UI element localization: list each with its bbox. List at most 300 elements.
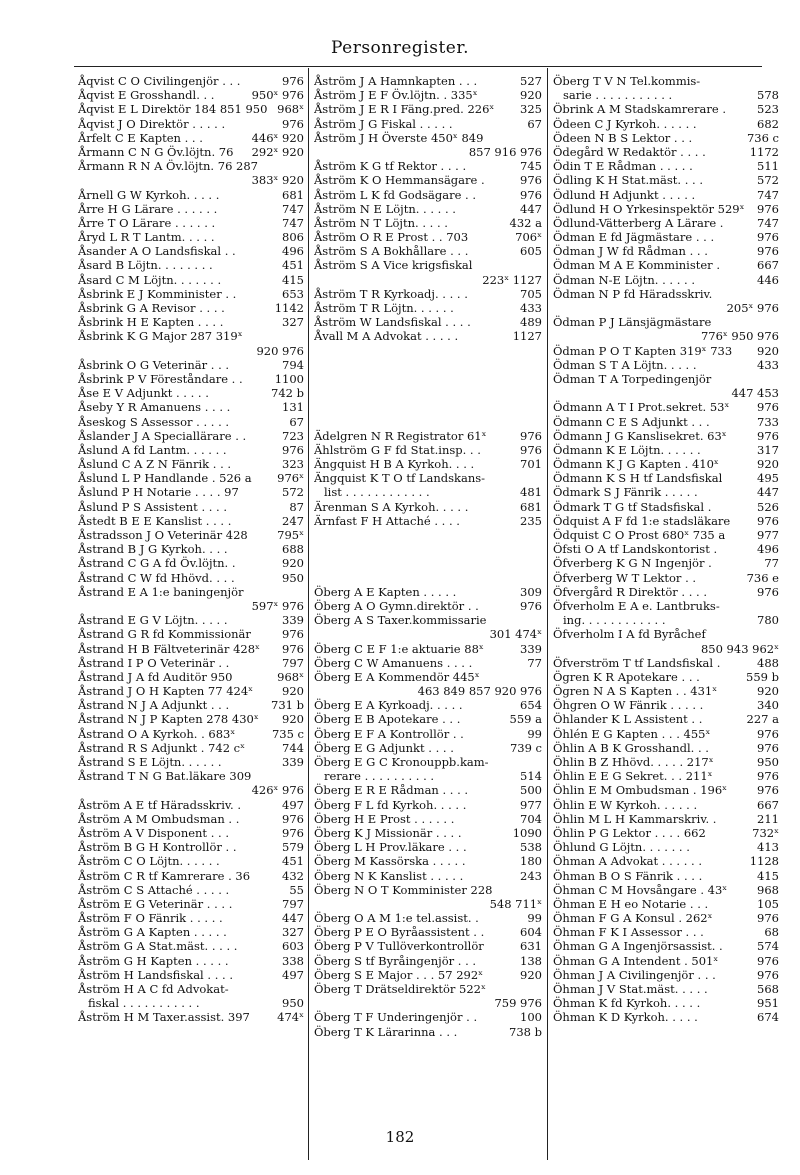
- entry-page-refs: 451: [282, 258, 304, 273]
- register-entry: [314, 968, 542, 982]
- entry-page-refs: 488: [757, 655, 779, 670]
- entry-page-refs: 976: [282, 641, 304, 656]
- entry-page-refs: 180: [520, 854, 542, 869]
- register-entry: [553, 968, 779, 982]
- entry-page-refs: 474ˣ: [277, 1010, 304, 1025]
- entry-text: Ödman N-E Löjtn. . . . . .: [553, 272, 695, 287]
- register-entry: [78, 769, 304, 783]
- register-entry: [553, 216, 779, 230]
- entry-page-refs: 301 474ˣ: [489, 627, 542, 642]
- entry-page-refs: 951: [757, 996, 779, 1011]
- register-entry: [314, 684, 542, 698]
- entry-text: Ödman P O T Kapten 319ˣ 733: [553, 343, 733, 358]
- entry-page-refs: 976: [282, 825, 304, 840]
- register-entry: [78, 372, 304, 386]
- register-entry: [314, 358, 542, 372]
- register-entry: [553, 798, 779, 812]
- entry-text: Åstrand S E Löjtn. . . . . .: [78, 755, 222, 769]
- register-entry: [553, 315, 779, 329]
- entry-page-refs: 681: [282, 187, 304, 202]
- entry-page-refs: 950: [282, 996, 304, 1011]
- entry-text: Åqvist C O Civilingenjör . . .: [78, 74, 241, 88]
- register-entry: [553, 826, 779, 840]
- register-entry: [553, 386, 779, 400]
- entry-text: Årmann R N A Öv.löjtn. 76 287: [78, 159, 258, 174]
- entry-text: Åsbrink K G Major 287 319ˣ: [78, 329, 243, 344]
- entry-page-refs: 747: [757, 215, 779, 230]
- entry-page-refs: 976: [282, 442, 304, 457]
- register-entry: [314, 216, 542, 230]
- entry-text: Öberg T Drätseldirektör 522ˣ: [314, 982, 486, 996]
- entry-text: Åström L K fd Godsägare . .: [314, 187, 476, 202]
- entry-page-refs: 739 c: [509, 740, 542, 755]
- entry-page-refs: 857 916 976: [468, 144, 542, 159]
- entry-page-refs: 747: [282, 215, 304, 230]
- register-entry: [553, 301, 779, 315]
- register-entry: [553, 571, 779, 585]
- register-entry: [78, 287, 304, 301]
- entry-text: sarie . . . . . . . . . . .: [563, 88, 673, 103]
- entry-text: Ödman M A E Komminister .: [553, 258, 720, 273]
- register-entry: [314, 727, 542, 741]
- entry-page-refs: 426ˣ 976: [251, 783, 304, 798]
- register-entry: [314, 528, 542, 542]
- register-entry: [314, 514, 542, 528]
- entry-page-refs: 747: [757, 187, 779, 202]
- entry-text: Åström H Landsfiskal . . . .: [78, 967, 233, 982]
- entry-text: Öhman G A Ingenjörsassist. .: [553, 939, 723, 954]
- entry-page-refs: 323: [282, 457, 304, 472]
- register-column-2: [314, 74, 542, 1039]
- entry-text: Åstrand J O H Kapten 77 424ˣ: [78, 684, 254, 699]
- register-entry: [553, 939, 779, 953]
- register-entry: [314, 102, 542, 116]
- entry-text: Ödquist A F fd 1:e stadsläkare: [553, 513, 731, 528]
- register-entry: [553, 528, 779, 542]
- entry-text: Åström K G tf Rektor . . . .: [314, 159, 467, 174]
- entry-text: Åström G A Stat.mäst. . . . .: [78, 939, 238, 954]
- register-entry: [78, 457, 304, 471]
- entry-page-refs: 100: [520, 1010, 542, 1025]
- entry-page-refs: 55: [289, 882, 304, 897]
- entry-text: Åslander J A Speciallärare . .: [78, 428, 247, 443]
- entry-text: Ödmann A T I Prot.sekret. 53ˣ: [553, 400, 730, 415]
- entry-page-refs: 432 a: [509, 215, 542, 230]
- entry-text: Ögren N A S Kapten . . 431ˣ: [553, 684, 718, 699]
- register-entry: [314, 755, 542, 769]
- entry-text: Åström J E F Öv.löjtn. . 335ˣ: [314, 88, 478, 103]
- entry-page-refs: 447: [520, 201, 542, 216]
- register-entry: [78, 954, 304, 968]
- entry-text: Ödquist C O Prost 680ˣ 735 a: [553, 528, 726, 542]
- entry-page-refs: 976: [520, 173, 542, 188]
- entry-text: Öberg A O Gymn.direktör . .: [314, 598, 479, 613]
- entry-text: Åseby Y R Amanuens . . . .: [78, 400, 231, 415]
- register-entry: [78, 897, 304, 911]
- entry-page-refs: 976: [757, 726, 779, 741]
- entry-text: Öberg S tf Byråingenjör . . .: [314, 953, 477, 968]
- entry-page-refs: 920: [757, 343, 779, 358]
- entry-text: Öberg A E Kapten . . . . .: [314, 584, 457, 599]
- entry-page-refs: 325: [520, 102, 542, 117]
- entry-text: Ärnfast F H Attaché . . . .: [314, 513, 460, 528]
- entry-page-refs: 976: [757, 911, 779, 926]
- entry-page-refs: 511: [757, 159, 779, 174]
- entry-page-refs: 976: [757, 740, 779, 755]
- entry-text: Åström W Landsfiskal . . . .: [314, 315, 471, 330]
- entry-text: Åse E V Adjunkt . . . . .: [78, 386, 209, 401]
- register-entry: [78, 854, 304, 868]
- entry-text: Åström F O Fänrik . . . . .: [78, 911, 223, 926]
- entry-page-refs: 653: [282, 286, 304, 301]
- register-entry: [314, 329, 542, 343]
- entry-text: Åstrand T N G Bat.läkare 309: [78, 769, 252, 784]
- entry-text: Öberg L H Prov.läkare . . .: [314, 840, 467, 855]
- register-entry: [314, 429, 542, 443]
- entry-page-refs: 338: [282, 953, 304, 968]
- register-entry: [553, 684, 779, 698]
- entry-text: Öhman F K I Assessor . . .: [553, 925, 704, 940]
- register-entry: [314, 457, 542, 471]
- entry-text: Ödman J W fd Rådman . . .: [553, 244, 708, 259]
- entry-page-refs: 976: [757, 953, 779, 968]
- register-entry: [314, 258, 542, 272]
- register-entry: [553, 954, 779, 968]
- entry-page-refs: 67: [527, 116, 542, 131]
- register-entry: [314, 627, 542, 641]
- entry-page-refs: 446ˣ 920: [251, 130, 304, 145]
- entry-text: Öhlin B Z Hhövd. . . . . 217ˣ: [553, 755, 714, 769]
- register-entry: [78, 939, 304, 953]
- entry-text: Öberg T F Underingenjör . .: [314, 1010, 478, 1025]
- entry-page-refs: 413: [757, 840, 779, 855]
- register-entry: [78, 670, 304, 684]
- entry-text: Ödmark S J Fänrik . . . . .: [553, 485, 698, 500]
- entry-text: Öberg F L fd Kyrkoh. . . . .: [314, 797, 467, 812]
- entry-text: Åstrand C W fd Hhövd. . . .: [78, 570, 235, 585]
- register-entry: [314, 344, 542, 358]
- entry-page-refs: 559 a: [509, 712, 542, 727]
- register-entry: [314, 698, 542, 712]
- entry-page-refs: 1100: [274, 371, 304, 386]
- register-entry: [553, 585, 779, 599]
- register-entry: [78, 727, 304, 741]
- register-entry: [553, 698, 779, 712]
- register-entry: [314, 372, 542, 386]
- register-entry: [553, 911, 779, 925]
- register-entry: [553, 925, 779, 939]
- register-entry: [78, 698, 304, 712]
- entry-page-refs: 496: [282, 244, 304, 259]
- entry-page-refs: 976: [757, 783, 779, 798]
- register-entry: [553, 74, 779, 88]
- register-entry: [78, 74, 304, 88]
- entry-text: Åslund L P Handlande . 526 a: [78, 471, 252, 486]
- entry-text: Öhman G A Intendent . 501ˣ: [553, 953, 719, 968]
- entry-page-refs: 327: [282, 315, 304, 330]
- entry-page-refs: 538: [520, 840, 542, 855]
- entry-text: Åström G H Kapten . . . . .: [78, 953, 229, 968]
- register-entry: [78, 556, 304, 570]
- entry-text: Öhgren O W Fänrik . . . . .: [553, 698, 704, 713]
- register-entry: [314, 1010, 542, 1024]
- entry-page-refs: 339: [282, 613, 304, 628]
- entry-text: Åström J G Fiskal . . . . .: [314, 116, 453, 131]
- register-entry: [553, 145, 779, 159]
- entry-page-refs: 733: [757, 414, 779, 429]
- entry-text: Åqvist J O Direktör . . . . .: [78, 116, 226, 131]
- entry-text: Öberg P E O Byråassistent . .: [314, 925, 485, 940]
- entry-page-refs: 759 976: [494, 996, 542, 1011]
- register-entry: [78, 131, 304, 145]
- entry-page-refs: 339: [520, 641, 542, 656]
- entry-page-refs: 489: [520, 315, 542, 330]
- register-entry: [314, 556, 542, 570]
- entry-page-refs: 605: [520, 244, 542, 259]
- entry-page-refs: 497: [282, 967, 304, 982]
- register-entry: [314, 783, 542, 797]
- register-entry: [553, 117, 779, 131]
- entry-text: Åström N T Löjtn. . . . .: [314, 215, 448, 230]
- entry-text: Åström A M Ombudsman . .: [78, 811, 240, 826]
- entry-text: Åström B G H Kontrollör . .: [78, 840, 237, 855]
- entry-page-refs: 603: [282, 939, 304, 954]
- entry-text: Åqvist E L Direktör 184 851 950: [78, 102, 268, 117]
- register-entry: [553, 769, 779, 783]
- register-entry: [553, 996, 779, 1010]
- entry-page-refs: 736 e: [746, 570, 779, 585]
- register-entry: [314, 812, 542, 826]
- entry-text: Åström T R Löjtn. . . . . .: [314, 301, 454, 315]
- entry-page-refs: 578: [757, 88, 779, 103]
- entry-page-refs: 205ˣ 976: [726, 301, 779, 315]
- register-entry: [553, 258, 779, 272]
- entry-text: Åsard B Löjtn. . . . . . . .: [78, 258, 213, 273]
- entry-page-refs: 654: [520, 698, 542, 713]
- register-entry: [553, 897, 779, 911]
- entry-page-refs: 976: [520, 187, 542, 202]
- register-entry: [78, 627, 304, 641]
- entry-text: Öbrink A M Stadskamrerare .: [553, 102, 727, 117]
- register-entry: [78, 173, 304, 187]
- entry-page-refs: 99: [527, 911, 542, 926]
- register-entry: [78, 599, 304, 613]
- entry-text: Åström S A Bokhållare . . .: [314, 244, 469, 259]
- register-entry: [78, 741, 304, 755]
- register-entry: [314, 954, 542, 968]
- register-entry: [314, 88, 542, 102]
- entry-page-refs: 415: [282, 272, 304, 287]
- entry-text: Öfverström T tf Landsfiskal .: [553, 655, 721, 670]
- register-entry: [78, 613, 304, 627]
- entry-page-refs: 105: [757, 896, 779, 911]
- register-entry: [553, 230, 779, 244]
- entry-page-refs: 776ˣ 950 976: [700, 329, 779, 344]
- register-entry: [314, 230, 542, 244]
- header-rule: [74, 66, 762, 67]
- register-entry: [553, 1010, 779, 1024]
- register-column-3: [553, 74, 779, 1025]
- entry-text: Ödmann K S H tf Landsfiskal: [553, 471, 723, 486]
- entry-text: Åström A E tf Häradsskriv. .: [78, 797, 241, 812]
- entry-page-refs: 447 453: [731, 386, 779, 401]
- entry-page-refs: 243: [520, 868, 542, 883]
- register-entry: [78, 642, 304, 656]
- register-entry: [78, 415, 304, 429]
- entry-page-refs: 976: [520, 442, 542, 457]
- register-entry: [78, 344, 304, 358]
- register-entry: [78, 982, 304, 996]
- register-entry: [78, 798, 304, 812]
- entry-page-refs: 451: [282, 854, 304, 869]
- entry-text: Ödmann K J G Kapten . 410ˣ: [553, 457, 719, 472]
- register-entry: [78, 273, 304, 287]
- entry-text: Åström C O Löjtn. . . . . .: [78, 854, 220, 869]
- entry-page-refs: 1142: [274, 301, 304, 315]
- register-entry: [314, 585, 542, 599]
- register-entry: [314, 173, 542, 187]
- register-entry: [553, 712, 779, 726]
- entry-page-refs: 976: [757, 201, 779, 216]
- register-entry: [78, 145, 304, 159]
- entry-page-refs: 131: [282, 400, 304, 415]
- register-entry: [314, 854, 542, 868]
- entry-page-refs: 227 a: [746, 712, 779, 727]
- register-entry: [78, 202, 304, 216]
- register-entry: [314, 1025, 542, 1039]
- register-entry: [553, 202, 779, 216]
- register-entry: [553, 173, 779, 187]
- entry-page-refs: 977: [520, 797, 542, 812]
- entry-text: Öberg T K Lärarinna . . .: [314, 1024, 458, 1039]
- entry-text: Åström C R tf Kamrerare . 36: [78, 868, 251, 883]
- register-entry: [553, 415, 779, 429]
- entry-text: Åström N E Löjtn. . . . . .: [314, 201, 456, 216]
- register-entry: [78, 88, 304, 102]
- register-entry: [314, 485, 542, 499]
- entry-text: Ödmark T G tf Stadsfiskal .: [553, 499, 712, 514]
- entry-page-refs: 976: [282, 116, 304, 131]
- entry-text: Åstrand O A Kyrkoh. . 683ˣ: [78, 726, 236, 741]
- entry-text: Åvall M A Advokat . . . . .: [314, 329, 459, 344]
- entry-page-refs: 976: [282, 74, 304, 88]
- register-entry: [553, 485, 779, 499]
- entry-page-refs: 976: [757, 967, 779, 982]
- entry-text: Åström T R Kyrkoadj. . . . .: [314, 286, 468, 301]
- entry-text: Öberg T V N Tel.kommis-: [553, 74, 701, 88]
- entry-page-refs: 1127: [512, 329, 542, 344]
- register-entry: [314, 996, 542, 1010]
- register-entry: [78, 471, 304, 485]
- entry-text: Åstrand N J P Kapten 278 430ˣ: [78, 712, 259, 727]
- register-entry: [78, 188, 304, 202]
- entry-page-refs: 572: [757, 173, 779, 188]
- register-entry: [553, 613, 779, 627]
- entry-text: Åqvist E Grosshandl. . .: [78, 88, 215, 103]
- entry-text: Åström H A C fd Advokat-: [78, 982, 229, 996]
- entry-text: Ödlund H Adjunkt . . . . .: [553, 187, 696, 202]
- entry-page-refs: 433: [757, 357, 779, 372]
- register-entry: [78, 244, 304, 258]
- register-entry: [314, 571, 542, 585]
- entry-text: Ärenman S A Kyrkoh. . . . .: [314, 499, 469, 514]
- register-entry: [314, 159, 542, 173]
- register-entry: [314, 925, 542, 939]
- register-entry: [314, 145, 542, 159]
- entry-text: Ödling K H Stat.mäst. . . .: [553, 173, 704, 188]
- register-entry: [553, 287, 779, 301]
- entry-text: Ögren K R Apotekare . . .: [553, 669, 700, 684]
- entry-page-refs: 968ˣ: [277, 102, 304, 117]
- entry-page-refs: 701: [520, 457, 542, 472]
- entry-text: Öhlund G Löjtn. . . . . . .: [553, 840, 690, 855]
- entry-page-refs: 340: [757, 698, 779, 713]
- entry-text: Öhlin A B K Grosshandl. . .: [553, 740, 709, 755]
- entry-text: Öberg E A Kyrkoadj. . . . .: [314, 698, 463, 713]
- entry-text: Öfverberg W T Lektor . .: [553, 570, 697, 585]
- register-entry: [314, 869, 542, 883]
- entry-page-refs: 497: [282, 797, 304, 812]
- register-entry: [78, 755, 304, 769]
- entry-text: rerare . . . . . . . . . .: [324, 769, 435, 784]
- register-entry: [553, 755, 779, 769]
- register-entry: [553, 514, 779, 528]
- entry-text: Öhman A Advokat . . . . . .: [553, 854, 703, 869]
- entry-text: Öberg A S Taxer.kommissarie: [314, 613, 487, 628]
- entry-text: Öberg N K Kanslist . . . . .: [314, 868, 464, 883]
- register-entry: [78, 968, 304, 982]
- entry-text: Öhman C M Hovsångare . 43ˣ: [553, 882, 728, 897]
- register-entry: [553, 783, 779, 797]
- entry-page-refs: 920: [282, 684, 304, 699]
- entry-text: Öhman J A Civilingenjör . . .: [553, 967, 716, 982]
- entry-text: Åstrand C G A fd Öv.löjtn. .: [78, 556, 236, 571]
- register-entry: [553, 329, 779, 343]
- entry-page-refs: 514: [520, 769, 542, 784]
- entry-text: Åsbrink G A Revisor . . . .: [78, 301, 225, 315]
- register-entry: [314, 415, 542, 429]
- entry-text: Åström J E R I Fäng.pred. 226ˣ: [314, 102, 495, 117]
- entry-page-refs: 745: [520, 159, 542, 174]
- entry-text: Åstrand R S Adjunkt . 742 cˣ: [78, 740, 245, 755]
- entry-text: Åslund P H Notarie . . . . 97: [78, 485, 239, 500]
- entry-page-refs: 87: [289, 499, 304, 514]
- entry-text: Öberg E F A Kontrollör . .: [314, 726, 464, 741]
- register-entry: [78, 514, 304, 528]
- entry-text: Öhlin E E G Sekret. . . 211ˣ: [553, 769, 713, 784]
- entry-text: Ödman P J Länsjägmästare: [553, 315, 712, 330]
- entry-text: Åstrand I P O Veterinär . .: [78, 655, 230, 670]
- entry-page-refs: 706ˣ: [515, 230, 542, 245]
- register-entry: [78, 358, 304, 372]
- entry-page-refs: 77: [764, 556, 779, 571]
- entry-text: Årre T O Lärare . . . . . .: [78, 215, 216, 230]
- entry-page-refs: 920 976: [256, 343, 304, 358]
- register-entry: [78, 925, 304, 939]
- entry-page-refs: 568: [757, 982, 779, 996]
- register-entry: [553, 372, 779, 386]
- entry-page-refs: 681: [520, 499, 542, 514]
- entry-text: Öberg M Kassörska . . . . .: [314, 854, 466, 869]
- entry-page-refs: 68: [764, 925, 779, 940]
- entry-page-refs: 77: [527, 655, 542, 670]
- entry-text: Åström C S Attaché . . . . .: [78, 882, 230, 897]
- entry-page-refs: 736 c: [746, 130, 779, 145]
- entry-page-refs: 976: [520, 598, 542, 613]
- register-entry: [553, 741, 779, 755]
- entry-text: Öhlin M L H Kammarskriv. .: [553, 811, 717, 826]
- register-entry: [314, 74, 542, 88]
